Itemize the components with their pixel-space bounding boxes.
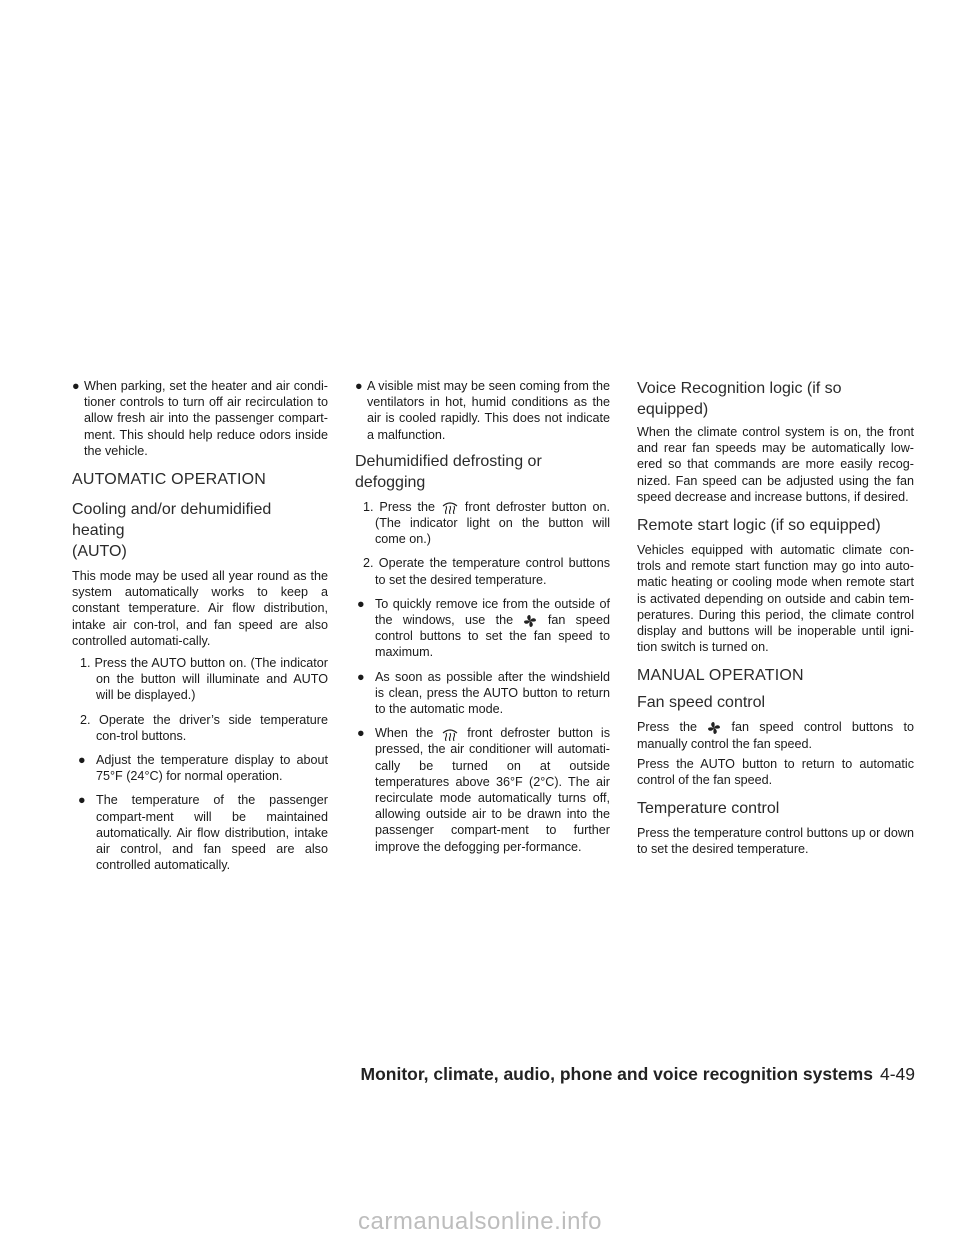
defroster-icon — [441, 727, 459, 741]
defroster-icon — [441, 500, 459, 514]
page-footer — [361, 1064, 916, 1085]
bullet-mark: ● — [78, 753, 86, 768]
column-left — [72, 378, 328, 873]
bullet-mark: ● — [355, 379, 363, 393]
step-text: front defroster button on. (The indicator light on the button will come on.) — [375, 499, 611, 547]
bullet-adjust-temp — [72, 752, 328, 784]
bullet-mist — [355, 378, 610, 443]
bullet-mark: ● — [357, 596, 365, 611]
defog-step-2: 2. Operate the temperature control buttons to set the desired temperature. — [363, 556, 610, 587]
heading-voice-recognition — [637, 378, 914, 420]
column-right — [637, 378, 914, 858]
heading-remote-start: Remote start logic (if so equipped) — [637, 517, 881, 535]
heading-voice-line2: equipped) — [637, 401, 709, 418]
bullet-parking — [72, 378, 328, 459]
heading-cooling-line2: (AUTO) — [72, 543, 127, 561]
bullet-mark: ● — [357, 669, 365, 684]
bullet-mark: ● — [72, 379, 80, 393]
paragraph-voice: When the climate control system is on, the front and rear fan speeds may be automatically low-ered so that commands are more easily recog-nized. Fan speed can be adjusted using the fan speed decrease and increase buttons, if desired. — [637, 425, 914, 504]
bullet-mark: ● — [357, 726, 365, 741]
paragraph-text: Press the — [637, 720, 697, 735]
heading-manual-operation: MANUAL OPERATION — [637, 667, 804, 685]
step-2: 2. Operate the driver’s side temperature con-trol buttons. — [80, 712, 328, 743]
fan-icon — [707, 721, 721, 735]
bullet-text: The temperature of the passenger compart-ment will be maintained automatically. Air flow distribution, intake air control, and fan speed are also controlled automatically. — [96, 793, 328, 873]
step-text: 1. Press the — [363, 499, 436, 514]
bullet-text: To quickly remove ice from the outside of the windows, use the — [375, 596, 610, 628]
bullet-windshield-clean — [355, 669, 610, 718]
paragraph-auto-mode: This mode may be used all year round as the system automatically works to keep a constant temperature. Air flow distribution, intake air con-trol, and fan speed are also controlled automati-cally. — [72, 569, 328, 648]
watermark: carmanualsonline.info — [358, 1208, 602, 1235]
bullet-defroster-pressed — [355, 725, 610, 855]
page-number: 4-49 — [879, 1064, 915, 1084]
heading-cooling — [72, 499, 328, 562]
heading-automatic-operation: AUTOMATIC OPERATION — [72, 471, 267, 489]
heading-temperature-control: Temperature control — [637, 800, 780, 818]
paragraph-remote-start: Vehicles equipped with automatic climate con-trols and remote start function may go into auto-matic heating or cooling mode when remote start is activated depending on outside and cabin tem-peratures. During this period, the climate control display and buttons will be inoperable until igni-tion switch is turned on. — [637, 543, 914, 655]
heading-fan-speed: Fan speed control — [637, 694, 766, 712]
bullet-remove-ice — [355, 596, 610, 661]
bullet-text: front defroster button is pressed, the air conditioner will automati-cally be turned on at outside temperatures above 36°F (2°C). The air recirculate mode automatically turns off, allowing outside air to be drawn into the passenger compart-ment to further improve the defogging per-formance. — [375, 726, 611, 854]
paragraph-temperature: Press the temperature control buttons up or down to set the desired temperature. — [637, 826, 914, 857]
bullet-maintained — [72, 792, 328, 873]
bullet-text: As soon as possible after the windshield is clean, press the AUTO button to return to the automatic mode. — [375, 669, 610, 717]
footer-section-title: Monitor, climate, audio, phone and voice recognition systems — [360, 1064, 873, 1084]
paragraph-fan-speed — [637, 719, 914, 751]
fan-icon — [523, 614, 537, 628]
paragraph-fan-auto: Press the AUTO button to return to automatic control of the fan speed. — [637, 756, 914, 788]
heading-voice-line1: Voice Recognition logic (if so — [637, 380, 842, 397]
bullet-text: Adjust the temperature display to about 75°F (24°C) for normal operation. — [96, 753, 328, 784]
bullet-text: A visible mist may be seen coming from the ventilators in hot, humid conditions as the air is cooled rapidly. This does not indicate a malfunction. — [367, 379, 610, 442]
bullet-mark: ● — [78, 793, 86, 808]
paragraph-text: fan speed control buttons to manually control the fan speed. — [637, 720, 914, 751]
heading-defrosting: Dehumidified defrosting or defogging — [355, 452, 542, 491]
defog-step-1 — [355, 499, 610, 548]
column-middle — [355, 378, 610, 855]
heading-cooling-line1: Cooling and/or dehumidified heating — [72, 501, 272, 540]
step-1: 1. Press the AUTO button on. (The indicator on the button will illuminate and AUTO will be displayed.) — [80, 656, 328, 703]
bullet-text: When parking, set the heater and air condi-tioner controls to turn off air recirculation to allow fresh air into the passenger compart-ment. This should help reduce odors inside the vehicle. — [84, 379, 328, 458]
bullet-text: fan speed control buttons to set the fan speed to maximum. — [375, 613, 610, 660]
bullet-text: When the — [375, 726, 434, 741]
